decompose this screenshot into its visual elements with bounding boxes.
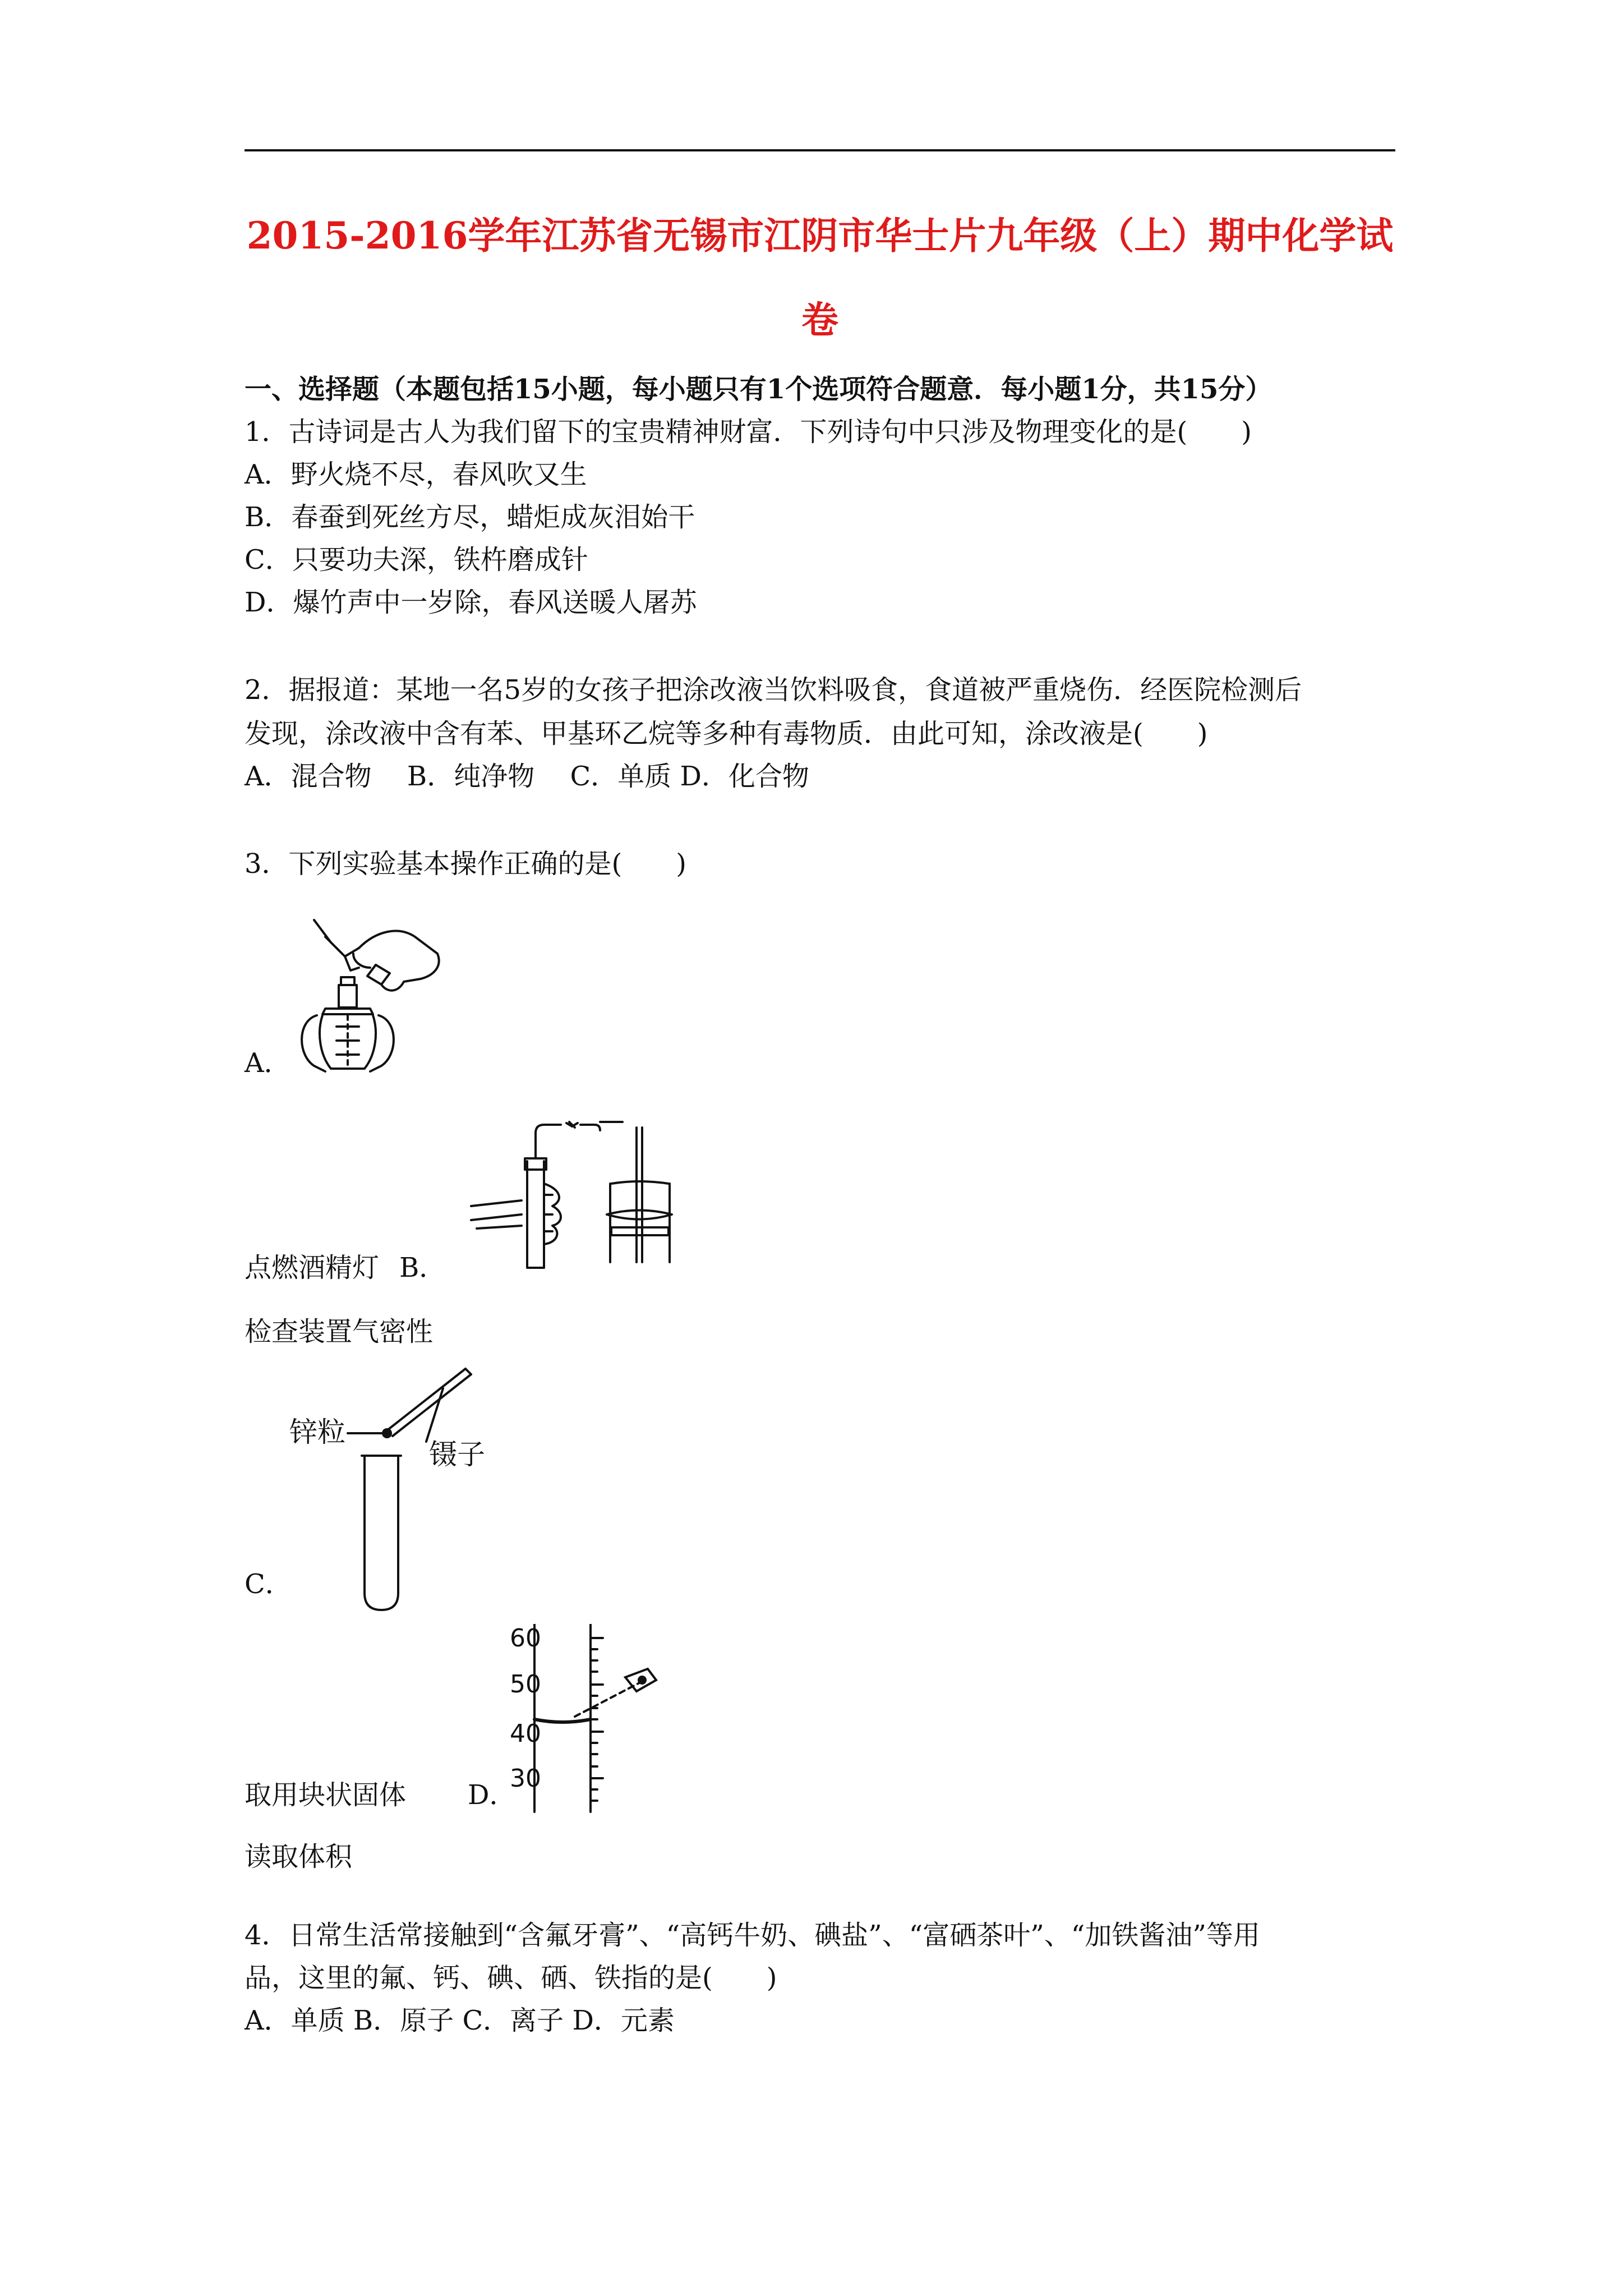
zinc-granule-figure [280, 1358, 527, 1616]
q4-options: A．单质 B．原子 C．离子 D．元素 [245, 2005, 675, 2036]
q3-option-a-caption [245, 1251, 446, 1285]
q4-stem-line1: 4．日常生活常接触到“含氟牙膏”、“高钙牛奶、碘盐”、“富硒茶叶”、“加铁酱油”等用 [245, 1920, 1260, 1951]
q3-option-c-caption-text: 取用块状固体 [245, 1779, 407, 1811]
q3-option-d-caption: 读取体积 [245, 1841, 353, 1872]
tweezers-label: 镊子 [429, 1438, 485, 1471]
tick-label-30: 30 [510, 1764, 541, 1793]
airtightness-figure [460, 1116, 684, 1285]
q2-stem-line2: 发现，涂改液中含有苯、甲基环乙烷等多种有毒物质．由此可知，涂改液是( ) [245, 718, 1208, 749]
zinc-label: 锌粒 [289, 1416, 345, 1448]
q1-option-b: B．春蚕到死丝方尽，蜡炬成灰泪始干 [245, 501, 695, 533]
q3-option-a-caption-text: 点燃酒精灯 [245, 1252, 380, 1283]
q3-stem: 3．下列实验基本操作正确的是( ) [245, 848, 686, 880]
alcohol-lamp-figure [292, 914, 460, 1077]
section-heading: 一、选择题（本题包括15小题，每小题只有1个选项符合题意．每小题1分，共15分） [245, 374, 1272, 405]
tick-label-60: 60 [510, 1624, 541, 1653]
q3-option-c-caption [245, 1778, 517, 1812]
tick-label-40: 40 [510, 1719, 541, 1748]
q1-option-c: C．只要功夫深，铁杵磨成针 [245, 544, 588, 576]
q3-option-a-label: A． [245, 1047, 291, 1079]
q3-option-b-label: B． [399, 1252, 446, 1283]
q1-option-a: A．野火烧不尽，春风吹又生 [245, 459, 587, 490]
header-rule [245, 149, 1395, 151]
tick-label-50: 50 [510, 1670, 541, 1699]
q1-option-d: D．爆竹声中一岁除，春风送暖人屠苏 [245, 587, 697, 618]
q1-stem: 1．古诗词是古人为我们留下的宝贵精神财富．下列诗句中只涉及物理变化的是( ) [245, 416, 1252, 448]
q3-option-d-label: D． [468, 1779, 517, 1811]
q2-stem-line1: 2．据报道：某地一名5岁的女孩子把涂改液当饮料吸食，食道被严重烧伤．经医院检测后 [245, 674, 1302, 706]
q3-option-b-caption: 检查装置气密性 [245, 1316, 434, 1347]
q4-stem-line2: 品，这里的氟、钙、碘、硒、铁指的是( ) [245, 1962, 777, 1994]
graduated-cylinder-figure [508, 1624, 670, 1815]
q2-options: A．混合物 B．纯净物 C．单质 D．化合物 [245, 761, 809, 792]
q3-option-c-label: C． [245, 1568, 292, 1600]
page-title-continued: 卷 [801, 298, 838, 342]
page-title: 2015-2016学年江苏省无锡市江阴市华士片九年级（上）期中化学试 [246, 214, 1394, 257]
